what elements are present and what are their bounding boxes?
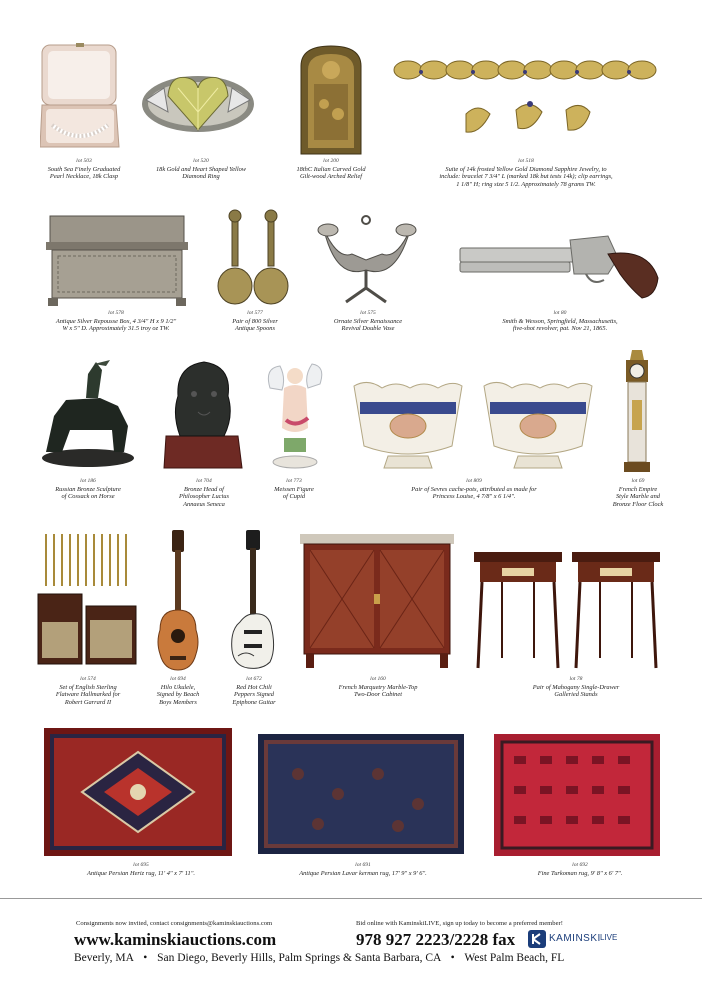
lot-caption: lot 809 Pair of Sevres cache-pots, attributed as made for Princess Louise, 4 7/8" x 6 1/4". [411, 478, 537, 501]
locations-line [74, 952, 564, 964]
lot-caption: lot 695 Antique Persian Heriz rug, 11' 4" x 7' 11". [87, 862, 195, 877]
mahogany-stands-image [472, 548, 662, 672]
cupid-figure-image [264, 358, 326, 470]
lot-caption: lot 78 Pair of Mahogany Single-Drawer Galleried Stands [532, 676, 620, 699]
jewelry-suite-image [390, 54, 660, 144]
revolver-image [458, 218, 664, 300]
pearl-necklace-image [40, 43, 120, 155]
lot-caption: lot 80 Smith & Wesson, Springfield, Massachusetts, five-shot revolver, pat. Nov 21, 1865. [502, 310, 618, 333]
silver-vase-image [316, 210, 418, 306]
lot-caption: lot 578 Antique Silver Repousse Box, 4 3/4" H x 9 1/2" W x 5" D. Approximately 31.5 troy oz TW. [55, 310, 177, 333]
lot-caption: lot 672 Red Hot Chili Peppers Signed Epiphone Guitar [232, 676, 276, 706]
lot-caption: lot 520 18k Gold and Heart Shaped Yellow Diamond Ring [155, 158, 247, 181]
silver-box-image [44, 212, 190, 308]
marquetry-cabinet-image [300, 534, 454, 668]
lot-caption: lot 574 Set of English Sterling Flatware Hallmarked for Robert Garrard II [55, 676, 121, 706]
lot-caption: lot 704 Bronze Head of Philosopher Lucius Annaeus Seneca [179, 478, 229, 508]
lot-caption: lot 503 South Sea Finely Graduated Pearl Necklace, 18k Clasp [47, 158, 121, 181]
bullet-separator: • [143, 952, 148, 964]
guitar-image [228, 530, 278, 672]
lot-caption: lot 575 Ornate Silver Renaissance Revival Double Vase [333, 310, 403, 333]
sevres-cachepots-image [348, 376, 600, 472]
location-beverly: Beverly, MA [74, 952, 134, 964]
kaminskilive-logo [528, 930, 624, 948]
lot-caption: lot 691 Antique Persian Lavar kerman rug, 17' 9" x 9' 6". [299, 862, 427, 877]
kerman-rug-image [258, 734, 464, 854]
flatware-set-image [36, 530, 140, 670]
lot-caption: lot 160 French Marquetry Marble-Top Two-Door Cabinet [338, 676, 418, 699]
logo-text: KAMINSKI [549, 933, 601, 944]
footer-rule [0, 898, 702, 899]
silver-spoons-image [214, 206, 296, 306]
lot-caption: lot 694 Hilo Ukulele, Signed by Beach Boys Members [156, 676, 200, 706]
lot-caption: lot 692 Fine Turkoman rug, 9' 8" x 6' 7". [537, 862, 623, 877]
gilt-relief-image [298, 44, 364, 156]
location-california: San Diego, Beverly Hills, Palm Springs & Santa Barbara, CA [157, 952, 441, 964]
lot-caption: lot 69 French Empire Style Marble and Bronze Floor Clock [612, 478, 664, 508]
floor-clock-image [620, 350, 654, 474]
kaminski-logo-icon [528, 930, 546, 948]
lot-caption: lot 186 Russian Bronze Sculpture of Cossack on Horse [55, 478, 121, 501]
footer [0, 898, 702, 990]
cossack-sculpture-image [40, 356, 136, 468]
diamond-ring-image [138, 52, 258, 142]
bullet-separator: • [450, 952, 455, 964]
heriz-rug-image [44, 728, 232, 856]
lot-caption: lot 518 Suite of 14k frosted Yellow Gold Diamond Sapphire Jewelry, to include: bracelet 7 3/4" L (marked 18k but tests 14k); clip earrings, 1 1/8" H; ring size 5 1/2. Approximately 78 grams TW. [439, 158, 613, 188]
consignment-note: Consignments now invited, contact consignments@kaminskiauctions.com [76, 920, 273, 927]
ukulele-image [152, 530, 204, 672]
seneca-bust-image [162, 356, 244, 474]
lot-caption: lot 577 Pair of 800 Silver Antique Spoons [232, 310, 278, 333]
lot-caption: lot 773 Meissen Figure of Cupid [274, 478, 314, 501]
bid-online-note: Bid online with KaminskiLIVE, sign up today to become a preferred member! [356, 920, 563, 927]
website-link[interactable]: www.kaminskiauctions.com [74, 930, 277, 949]
location-florida: West Palm Beach, FL [464, 952, 565, 964]
logo-live-text: LIVE [600, 933, 618, 942]
phone-number: 978 927 2223/2228 fax [356, 930, 516, 949]
turkoman-rug-image [494, 734, 660, 856]
lot-caption: lot 200 18thC Italian Carved Gold Gilt-wood Arched Relief [296, 158, 366, 181]
